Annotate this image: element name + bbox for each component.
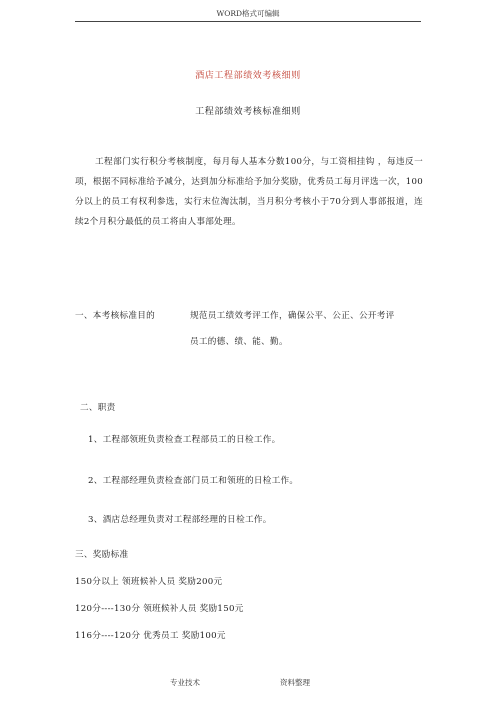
section2-item: 1、工程部领班负责检查工程部员工的日检工作。 <box>88 435 281 445</box>
section3-item: 150分以上 领班候补人员 奖励200元 <box>75 577 223 587</box>
section2-item: 3、酒店总经理负责对工程部经理的日检工作。 <box>88 515 272 525</box>
intro-paragraph: 工程部门实行积分考核制度，每月每人基本分数100分，与工资相挂钩 ，每违反一项，根据不同标准给予减分，达到加分标准给予加分奖励，优秀员工每月评选一次，100分以上的员工有权利参选，实行末位淘汰制，当月积分考核小于70分到人事部报道，连续2个月积分最低的员工将由人事部处理。 <box>75 157 423 227</box>
page-header: WORD格式可编辑 <box>216 9 280 18</box>
footer-left: 专业技术 <box>170 678 200 687</box>
section2-heading: 二、职责 <box>80 403 116 413</box>
document-title: 酒店工程部绩效考核细则 <box>195 71 301 81</box>
section1-text-line2: 员工的德、绩、能、勤。 <box>190 337 288 347</box>
section2-item: 2、工程部经理负责检查部门员工和领班的日检工作。 <box>88 476 299 486</box>
section3-heading: 三、奖励标准 <box>75 550 129 560</box>
section3-item: 116分----120分 优秀员工 奖励100元 <box>75 631 226 641</box>
document-subtitle: 工程部绩效考核标准细则 <box>195 107 301 117</box>
section3-item: 120分----130分 领班候补人员 奖励150元 <box>75 604 244 614</box>
section1-text-line1: 规范员工绩效考评工作，确保公平、公正、公开考评 <box>190 311 395 321</box>
footer-right: 资料整理 <box>280 678 310 687</box>
header-divider <box>75 21 421 22</box>
section1-label: 一、本考核标准目的 <box>75 311 156 321</box>
